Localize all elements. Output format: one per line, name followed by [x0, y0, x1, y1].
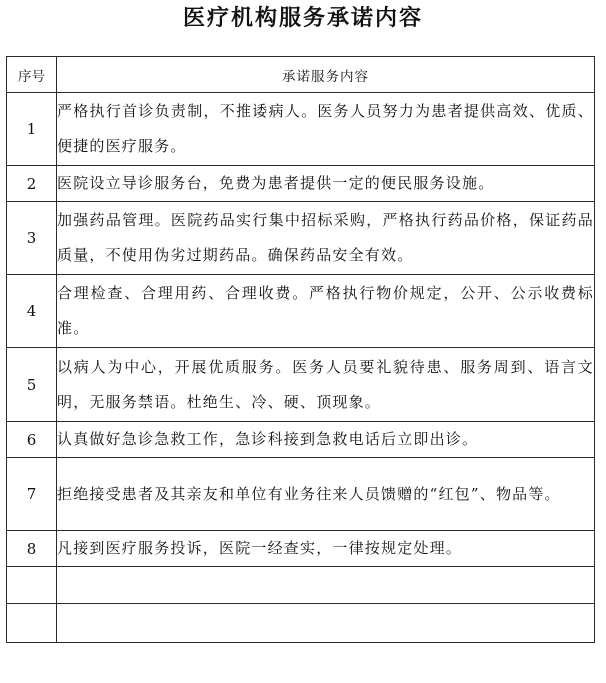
row-number-cell: 4 [7, 275, 57, 348]
row-number-cell: 1 [7, 93, 57, 166]
table-row [7, 202, 595, 275]
table-row [7, 275, 595, 348]
table-row [7, 422, 595, 458]
row-content-cell: 严格执行首诊负责制，不推诿病人。医务人员努力为患者提供高效、优质、便捷的医疗服务。 [57, 93, 595, 166]
row-content-cell: 凡接到医疗服务投诉，医院一经查实，一律按规定处理。 [57, 531, 595, 567]
row-number-cell [7, 567, 57, 604]
row-content-cell [57, 604, 595, 643]
row-number-cell: 2 [7, 166, 57, 202]
document-title: 医疗机构服务承诺内容 [182, 6, 423, 31]
row-number-cell: 5 [7, 348, 57, 422]
row-number-cell [7, 604, 57, 643]
row-content-cell: 拒绝接受患者及其亲友和单位有业务往来人员馈赠的“红包”、物品等。 [57, 458, 595, 531]
table-row [7, 93, 595, 166]
table-row [7, 166, 595, 202]
table-header-row [7, 57, 595, 93]
column-header-content: 承诺服务内容 [57, 57, 595, 93]
commitment-table [6, 56, 595, 643]
row-content-cell: 医院设立导诊服务台，免费为患者提供一定的便民服务设施。 [57, 166, 595, 202]
column-header-number: 序号 [7, 57, 57, 93]
table-row-empty [7, 604, 595, 643]
table-row [7, 458, 595, 531]
table-row-empty [7, 567, 595, 604]
row-content-cell [57, 567, 595, 604]
row-number-cell: 7 [7, 458, 57, 531]
row-content-cell: 合理检查、合理用药、合理收费。严格执行物价规定，公开、公示收费标准。 [57, 275, 595, 348]
table-row [7, 531, 595, 567]
row-number-cell: 8 [7, 531, 57, 567]
row-number-cell: 3 [7, 202, 57, 275]
row-content-cell: 认真做好急诊急救工作，急诊科接到急救电话后立即出诊。 [57, 422, 595, 458]
table-row [7, 348, 595, 422]
row-content-cell: 加强药品管理。医院药品实行集中招标采购，严格执行药品价格，保证药品质量，不使用伪劣过期药品。确保药品安全有效。 [57, 202, 595, 275]
row-number-cell: 6 [7, 422, 57, 458]
row-content-cell: 以病人为中心，开展优质服务。医务人员要礼貌待患、服务周到、语言文明，无服务禁语。杜绝生、冷、硬、顶现象。 [57, 348, 595, 422]
